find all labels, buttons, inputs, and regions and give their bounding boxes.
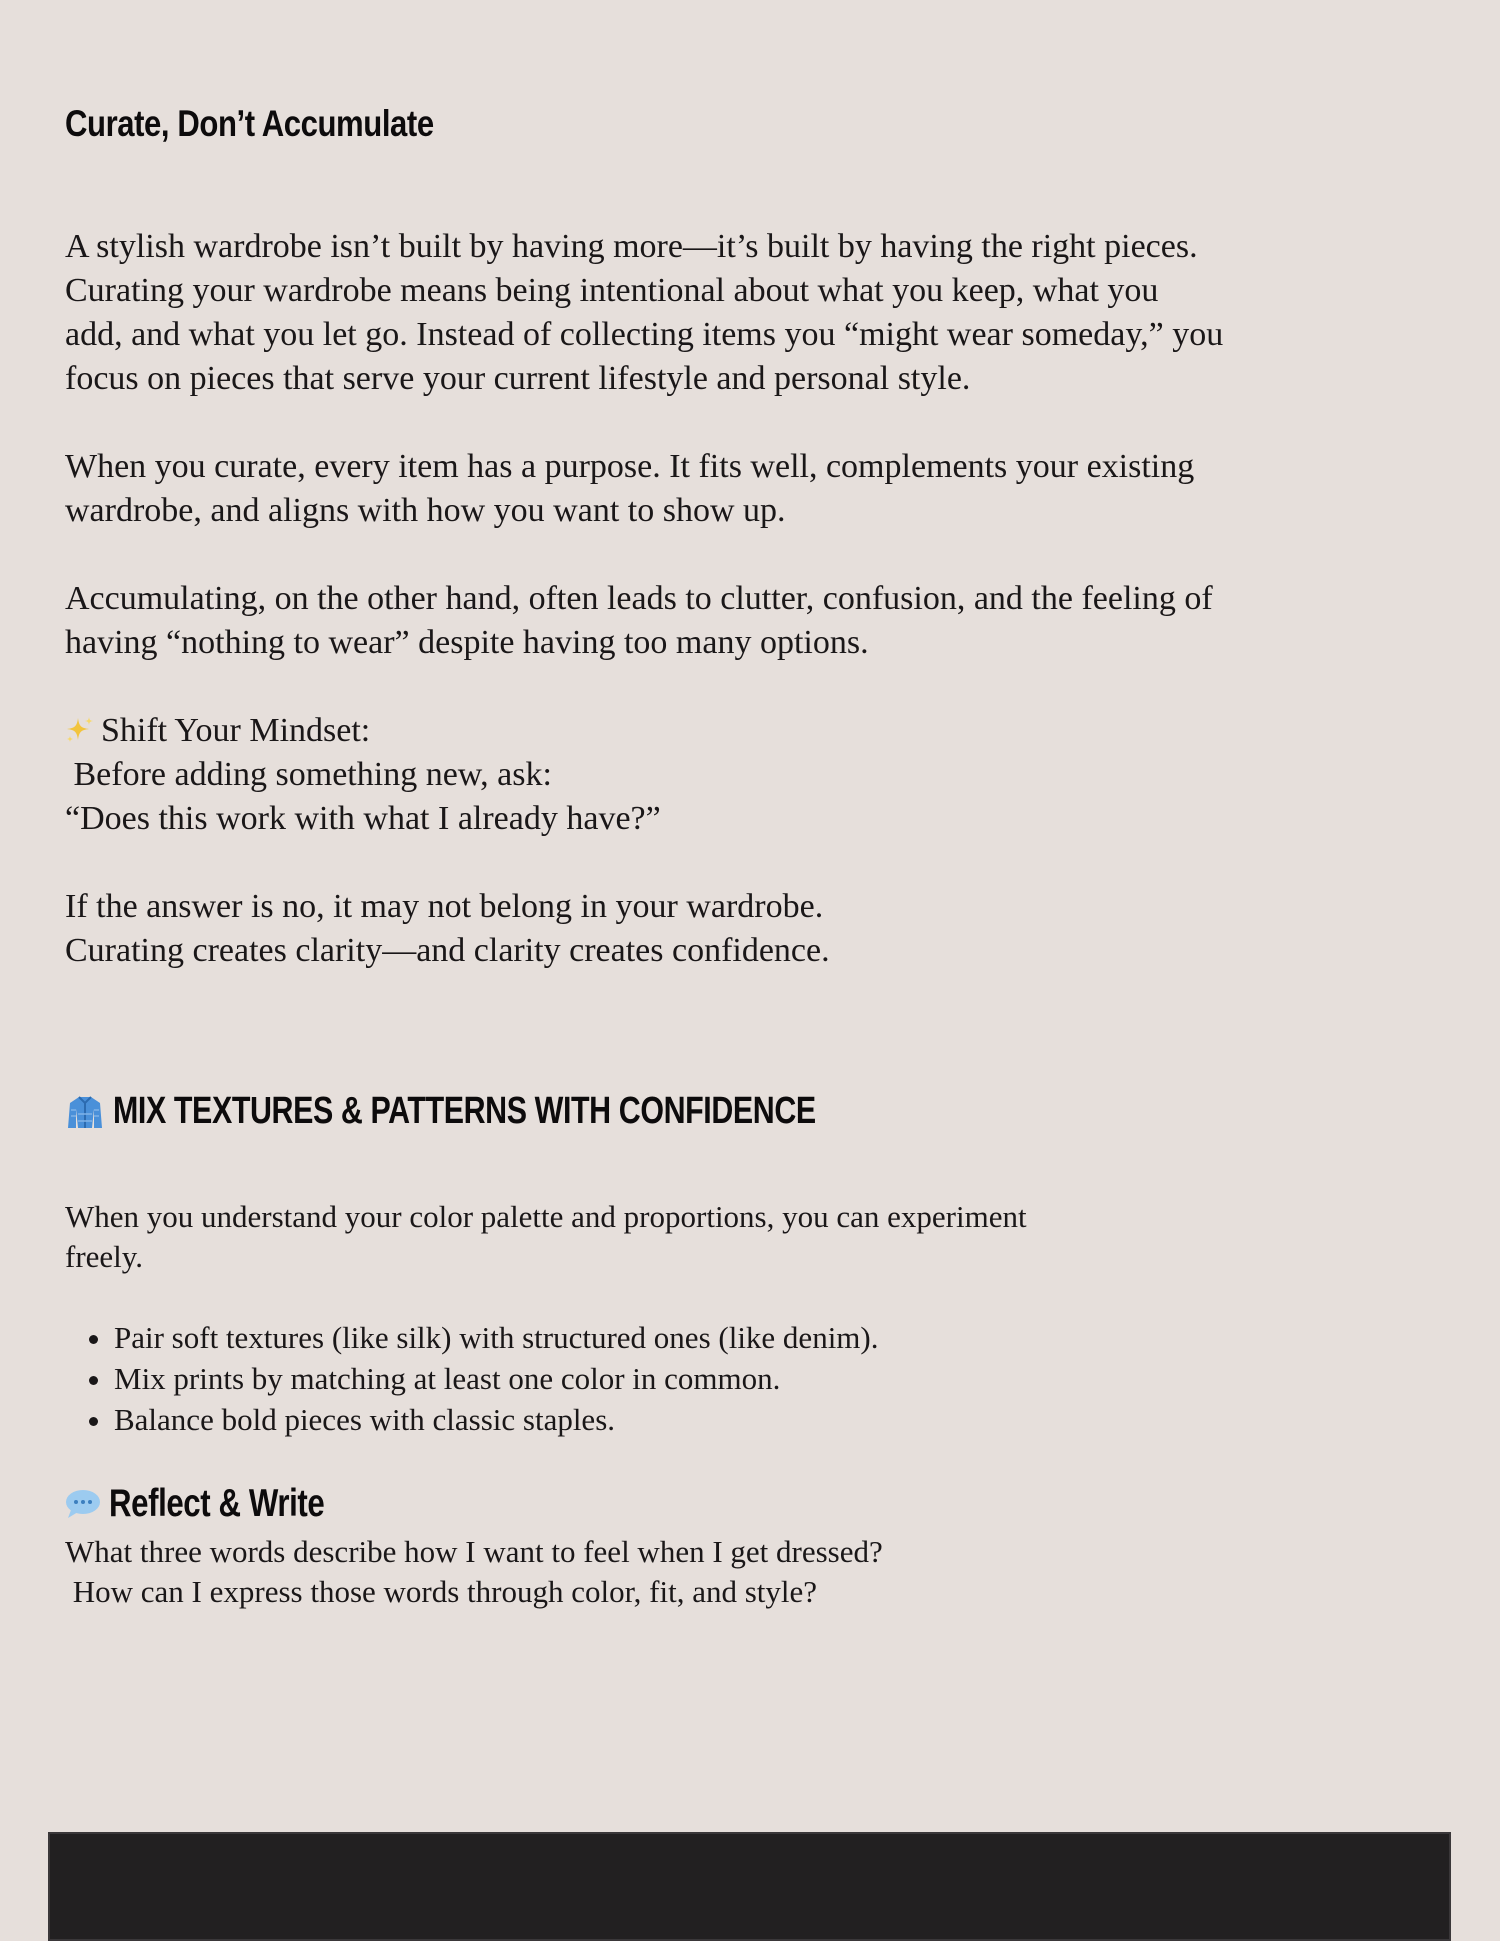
text-line: wardrobe, and aligns with how you want to show up.	[65, 492, 786, 529]
text-line: having “nothing to wear” despite having too many options.	[65, 624, 869, 661]
tips-list	[65, 1317, 1265, 1440]
intro-paragraph-1	[65, 225, 1425, 401]
reflect-prompt: What three words describe how I want to feel when I get dressed?	[65, 1534, 883, 1569]
mindset-block	[65, 709, 1425, 841]
jacket-icon	[65, 1092, 105, 1132]
mix-textures-section	[65, 1197, 1265, 1440]
text-line: freely.	[65, 1239, 144, 1274]
reflect-prompts	[65, 1532, 1265, 1612]
sparkles-icon	[65, 715, 95, 745]
intro-paragraph-3	[65, 577, 1425, 665]
mindset-heading-line	[65, 709, 1425, 753]
intro-paragraph-2	[65, 445, 1425, 533]
list-item: • Pair soft textures (like silk) with structured ones (like denim).	[114, 1317, 1265, 1358]
text-line: add, and what you let go. Instead of collecting items you “might wear someday,” you	[65, 316, 1224, 353]
text-line: Accumulating, on the other hand, often leads to clutter, confusion, and the feeling of	[65, 580, 1213, 617]
intro-section	[65, 225, 1425, 1017]
speech-bubble-icon	[65, 1488, 101, 1520]
text-line: focus on pieces that serve your current lifestyle and personal style.	[65, 360, 971, 397]
page-title: Curate, Don’t Accumulate	[65, 103, 434, 144]
list-item: • Mix prints by matching at least one color in common.	[114, 1358, 1265, 1399]
text-line: If the answer is no, it may not belong in your wardrobe.	[65, 888, 824, 925]
text-line: When you curate, every item has a purpose. It fits well, complements your existing	[65, 448, 1195, 485]
reflect-heading-row	[65, 1482, 378, 1526]
mindset-question: “Does this work with what I already have?”	[65, 800, 661, 837]
mindset-heading: Shift Your Mindset:	[101, 712, 371, 749]
reflect-heading: Reflect & Write	[109, 1482, 325, 1525]
section2-intro	[65, 1197, 1265, 1277]
intro-paragraph-5	[65, 885, 1425, 973]
section-heading-text: MIX TEXTURES & PATTERNS WITH CONFIDENCE	[113, 1090, 816, 1132]
footer-bar	[48, 1832, 1451, 1941]
text-line: A stylish wardrobe isn’t built by having more—it’s built by having the right pieces.	[65, 228, 1198, 265]
text-line: When you understand your color palette and proportions, you can experiment	[65, 1199, 1027, 1234]
text-line: Curating your wardrobe means being intentional about what you keep, what you	[65, 272, 1159, 309]
mindset-line: Before adding something new, ask:	[65, 756, 552, 793]
reflect-prompt: How can I express those words through color, fit, and style?	[65, 1574, 818, 1609]
list-item: • Balance bold pieces with classic staples.	[114, 1399, 1265, 1440]
text-line: Curating creates clarity—and clarity creates confidence.	[65, 932, 830, 969]
section-heading-mix-textures	[65, 1090, 991, 1133]
